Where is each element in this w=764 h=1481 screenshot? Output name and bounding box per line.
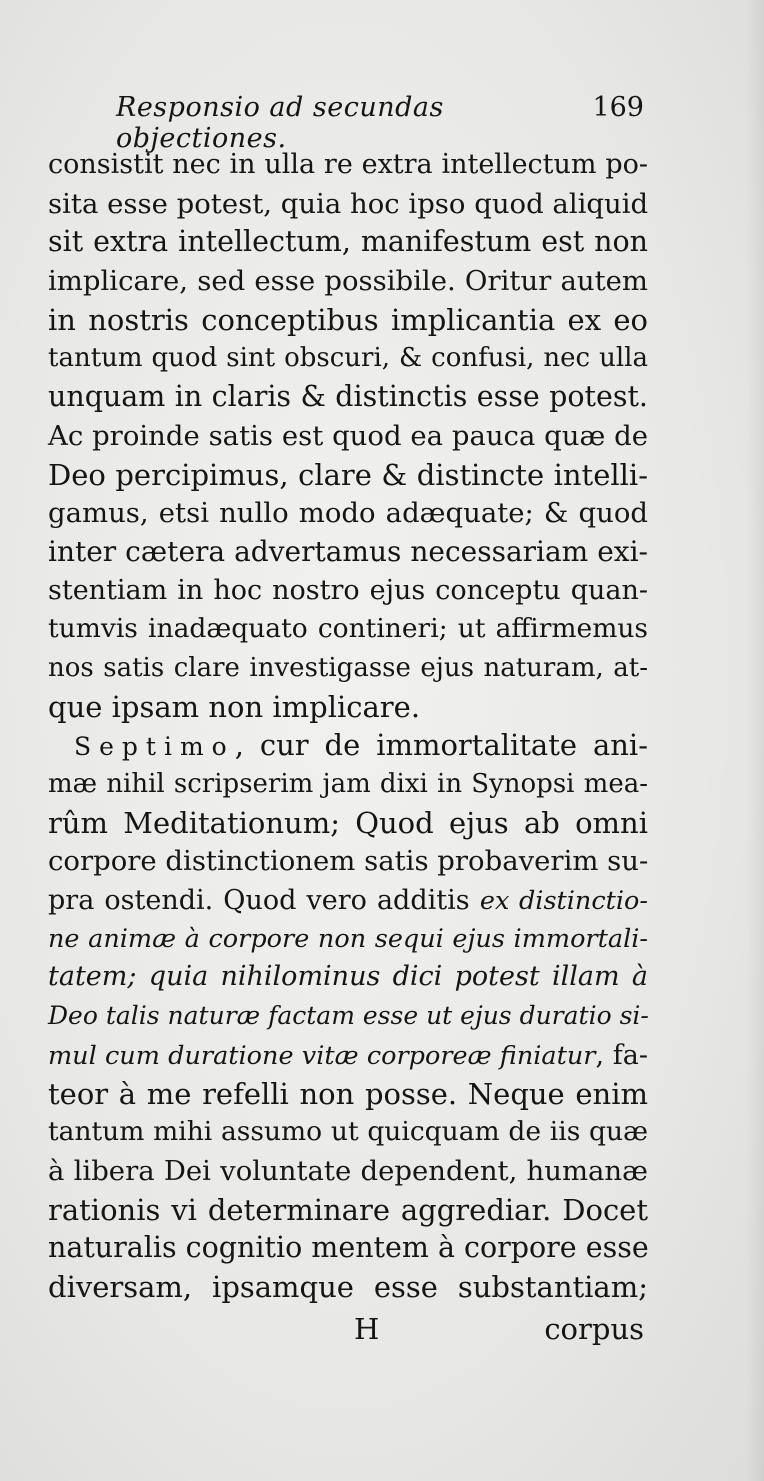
text-line: unquam in claris & distinctis esse potest. xyxy=(48,380,648,414)
text-line: sita esse potest, quia hoc ipso quod aliquid xyxy=(48,187,649,220)
paragraph-start-line xyxy=(48,726,648,765)
text-line: inter cætera advertamus necessariam exi- xyxy=(48,534,648,568)
italic-segment: ex distinctio- xyxy=(479,886,649,917)
text-line: teor à me refelli non posse. Neque enim xyxy=(48,1076,648,1111)
text-line: tantum mihi assumo ut quicquam de iis quæ xyxy=(48,1116,648,1148)
italic-segment: mul cum duratione vitæ corporeæ finiatur xyxy=(48,1040,596,1071)
mixed-text-line xyxy=(48,881,648,920)
catchword: corpus xyxy=(544,1311,644,1346)
text-line: in nostris conceptibus implicantia ex eo xyxy=(48,302,648,337)
text-line: que ipsam non implicare. xyxy=(48,689,421,724)
italic-line: Deo talis naturæ factam esse ut ejus duratio si- xyxy=(48,1001,649,1031)
text-line: rationis vi determinare aggrediar. Docet xyxy=(48,1192,648,1227)
text-line: naturalis cognitio mentem à corpore esse xyxy=(48,1231,649,1265)
italic-line: tatem; quia nihilominus dici potest illam à xyxy=(48,961,648,993)
text-line: rûm Meditationum; Quod ejus ab omni xyxy=(48,805,648,840)
text-line: nos satis clare investigasse ejus naturam, at- xyxy=(48,652,648,683)
text-line: gamus, etsi nullo modo adæquate; & quod xyxy=(48,497,648,530)
text-block xyxy=(48,92,648,1351)
page-number: 169 xyxy=(592,92,644,123)
text-line: tantum quod sint obscuri, & confusi, nec ulla xyxy=(48,343,648,374)
roman-segment: , fa- xyxy=(595,1039,648,1071)
text-line: corpore distinctionem satis probaverim su- xyxy=(48,845,649,878)
running-header xyxy=(48,92,648,154)
text-line: implicare, sed esse possibile. Oritur autem xyxy=(48,265,648,298)
text-line: diversam, ipsamque esse substantiam; xyxy=(48,1269,648,1304)
text-line: à libera Dei voluntate dependent, humanæ xyxy=(48,1154,648,1187)
mixed-text-line xyxy=(48,1036,648,1075)
text-line: mæ nihil scripserim jam dixi in Synopsi mea- xyxy=(48,769,648,799)
page-footer xyxy=(48,1307,648,1351)
text-line: Ac proinde satis est quod ea pauca quæ de xyxy=(48,419,648,452)
running-title: Responsio ad secundas objectiones. xyxy=(116,92,444,154)
text-line: tumvis inadæquato contineri; ut affirmemus xyxy=(48,613,648,645)
text-line: Deo percipimus, clare & distincte intelli- xyxy=(48,457,648,492)
text-line: stentiam in hoc nostro ejus conceptu quan- xyxy=(48,574,648,606)
line-remainder: , cur de immortalitate ani- xyxy=(234,728,648,763)
smallcaps-lead: Septimo xyxy=(74,732,235,762)
italic-line: ne animæ à corpore non sequi ejus immortali- xyxy=(48,923,648,954)
text-line: consistit nec in ulla re extra intellectum po- xyxy=(48,149,648,180)
page-edge-shadow xyxy=(746,0,764,1481)
text-line: sit extra intellectum, manifestum est non xyxy=(48,225,648,259)
signature-mark: H xyxy=(354,1311,380,1346)
roman-segment: pra ostendi. Quod vero additis xyxy=(48,885,470,917)
